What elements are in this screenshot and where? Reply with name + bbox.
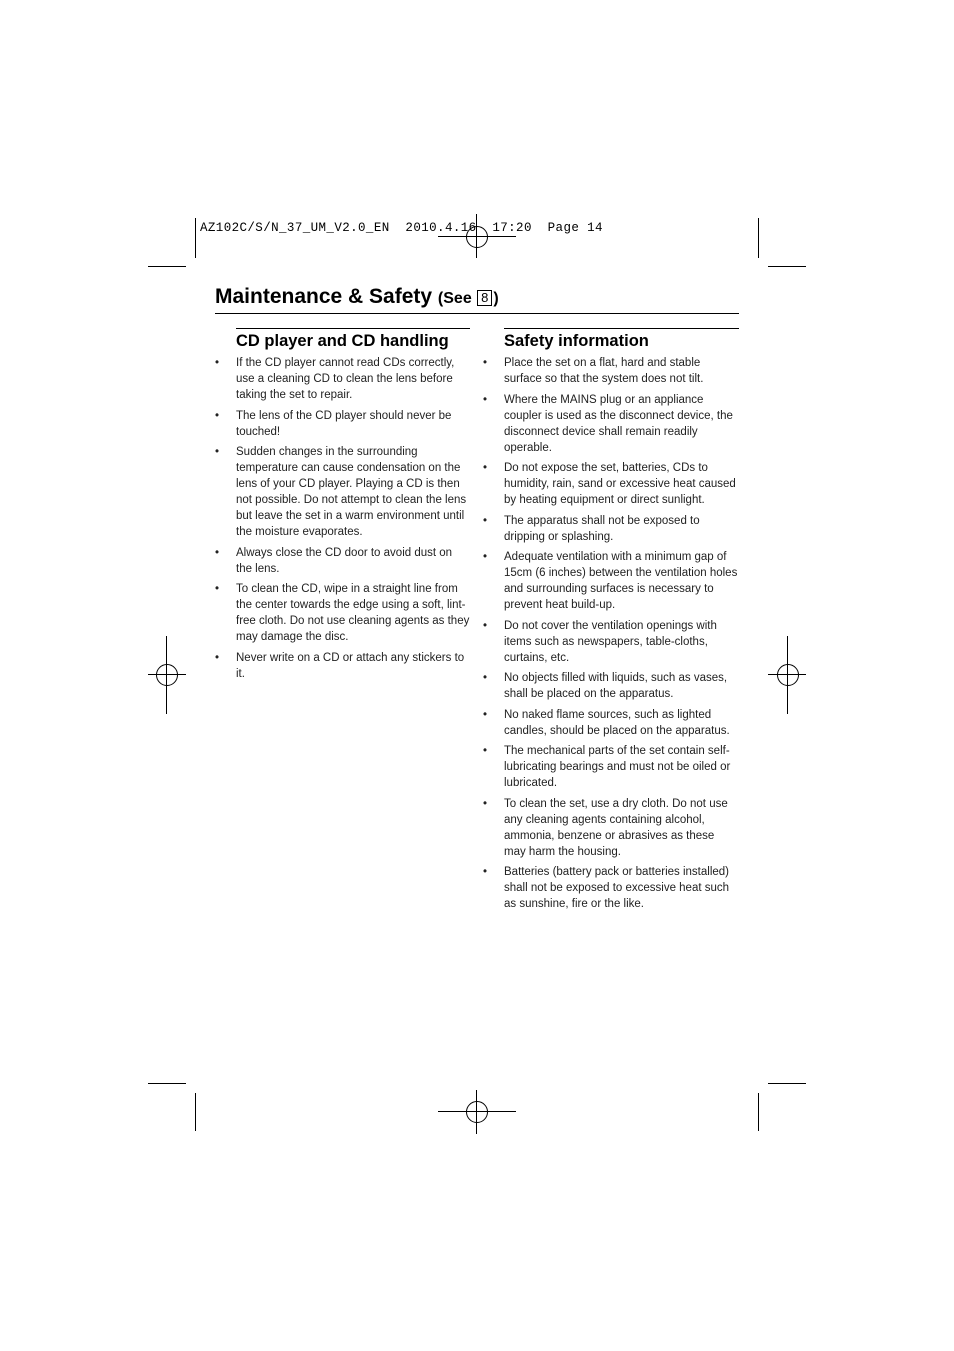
- section-rule: [504, 328, 739, 329]
- list-item: • The mechanical parts of the set contain self-lubricating bearings and must not be oiled or lubricated.: [483, 745, 731, 789]
- print-slug: AZ102C/S/N_37_UM_V2.0_EN 2010.4.16 17:20 Page 14: [200, 221, 603, 235]
- bullet: •: [483, 866, 488, 878]
- cd-handling-list: [215, 355, 470, 682]
- list-item: • Place the set on a flat, hard and stable surface so that the system does not tilt.: [483, 357, 704, 385]
- bullet: •: [483, 393, 488, 406]
- bullet: •: [215, 583, 220, 595]
- bullet: •: [215, 651, 220, 664]
- list-item: • Do not expose the set, batteries, CDs to humidity, rain, sand or excessive heat caused by heating equipment or direct sunlight.: [483, 462, 736, 506]
- bullet: •: [483, 708, 488, 721]
- list-item: • Adequate ventilation with a minimum gap of 15cm (6 inches) between the ventilation holes and surrounding surfaces is necessary to prevent heat build-up.: [483, 551, 738, 611]
- bullet: •: [483, 619, 488, 632]
- list-item: • The apparatus shall not be exposed to dripping or splashing.: [483, 514, 700, 543]
- section-heading: CD player and CD handling: [236, 332, 449, 350]
- section-heading: Safety information: [504, 332, 649, 350]
- bullet: •: [483, 357, 488, 369]
- bullet: •: [483, 462, 488, 474]
- safety-information-list: [483, 355, 739, 912]
- list-item: • Do not cover the ventilation openings with items such as newspapers, table-cloths, curtains, etc.: [483, 619, 717, 664]
- cd-handling-section: [215, 328, 470, 686]
- list-item: • If the CD player cannot read CDs correctly, use a cleaning CD to clean the lens before taking the set to repair.: [215, 357, 455, 401]
- crop-mark: [195, 1093, 196, 1131]
- crop-mark: [768, 266, 806, 267]
- safety-information-section: [483, 328, 739, 917]
- bullet: •: [215, 546, 220, 559]
- bullet: •: [483, 745, 488, 757]
- bullet: •: [483, 551, 488, 563]
- bullet: •: [215, 357, 220, 369]
- bullet: •: [483, 514, 488, 527]
- see-reference: (See 8 ): [437, 290, 499, 307]
- list-item: • To clean the CD, wipe in a straight line from the center towards the edge using a soft, lint-free cloth. Do not use cleaning agents as they may damage the disc.: [215, 583, 470, 643]
- bullet: •: [483, 672, 488, 684]
- bullet: •: [483, 797, 488, 810]
- list-item: • The lens of the CD player should never be touched!: [215, 409, 452, 438]
- crop-mark: [758, 218, 759, 258]
- list-item: • Sudden changes in the surrounding temperature can cause condensation on the lens of your CD player. Playing a CD is then not possible. Do not attempt to clean the lens but leave the set in a warm environment until the moisture evaporates.: [215, 446, 467, 538]
- list-item: • Always close the CD door to avoid dust on the lens.: [215, 546, 453, 575]
- page-title: [215, 285, 499, 309]
- list-item: • Batteries (battery pack or batteries installed) shall not be exposed to excessive heat such as sunshine, fire or the like.: [483, 866, 730, 910]
- crop-mark: [148, 266, 186, 267]
- list-item: • Never write on a CD or attach any stickers to it.: [215, 651, 465, 680]
- figure-number-box: 8: [477, 290, 492, 306]
- list-item: • To clean the set, use a dry cloth. Do not use any cleaning agents containing alcohol, ammonia, benzene or abrasives as these may harm the housing.: [483, 797, 728, 858]
- section-rule: [236, 328, 470, 329]
- page-title-main: Maintenance & Safety: [215, 285, 433, 308]
- bullet: •: [215, 409, 220, 422]
- crop-mark: [758, 1093, 759, 1131]
- crop-mark: [195, 218, 196, 258]
- list-item: • No objects filled with liquids, such as vases, shall be placed on the apparatus.: [483, 672, 728, 700]
- crop-mark: [148, 1083, 186, 1084]
- list-item: • No naked flame sources, such as lighted candles, should be placed on the apparatus.: [483, 708, 730, 737]
- list-item: • Where the MAINS plug or an appliance coupler is used as the disconnect device, the disconnect device shall remain readily operable.: [483, 393, 733, 454]
- bullet: •: [215, 446, 220, 458]
- crop-mark: [768, 1083, 806, 1084]
- title-rule: [215, 313, 739, 314]
